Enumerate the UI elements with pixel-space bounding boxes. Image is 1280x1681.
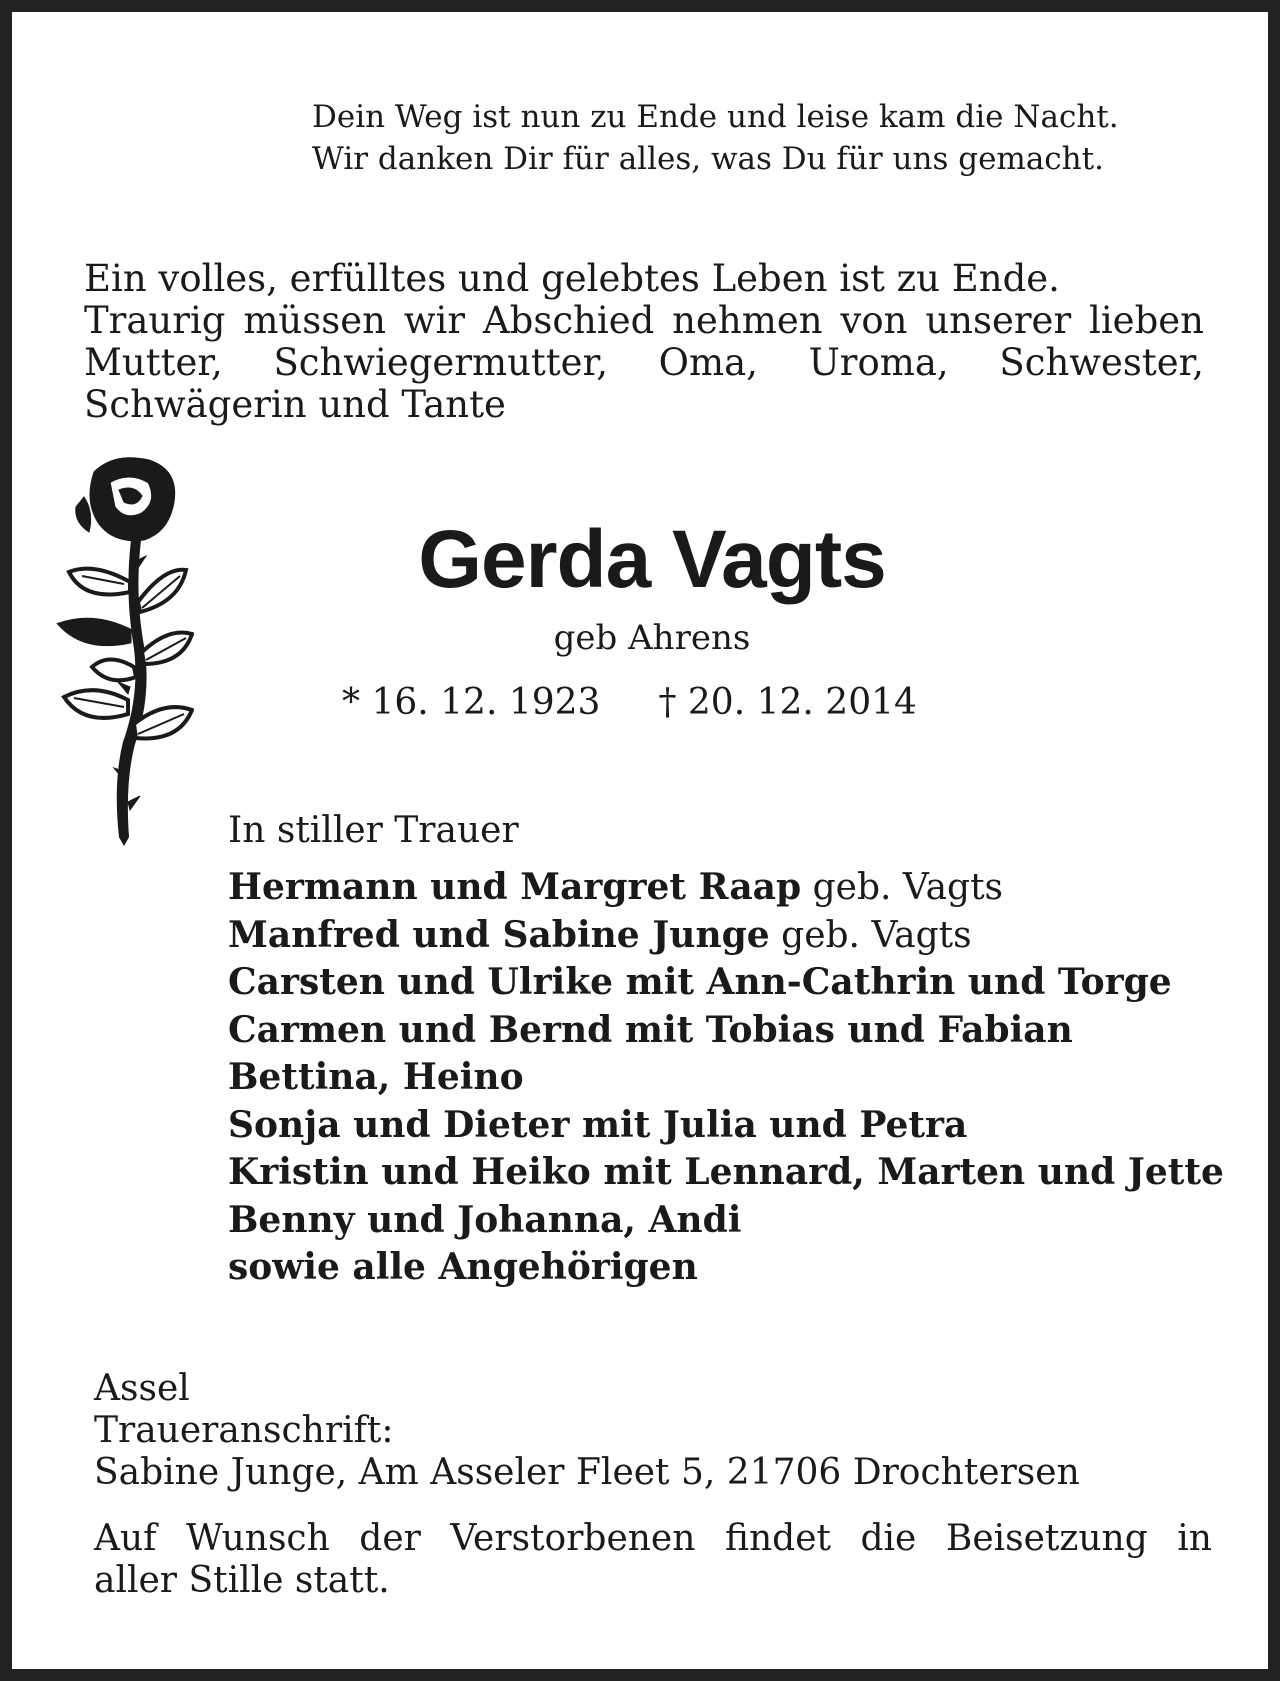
mourner-names: Benny und Johanna, Andi [228,1198,742,1241]
birth-date: * 16. 12. 1923 [342,682,601,723]
mourning-label: In stiller Trauer [228,810,519,851]
mourner-line [228,1244,1218,1292]
maiden-name: geb Ahrens [553,618,751,658]
poem-line: Wir danken Dir für alles, was Du für uns gemacht. [312,141,1104,177]
mourner-line [228,864,1218,912]
place-name: Assel [94,1368,190,1409]
memorial-poem [312,96,1212,180]
mourner-names: Carmen und Bernd mit Tobias und Fabian [228,1008,1073,1051]
mourner-suffix: geb. Vagts [801,867,1004,908]
address-label: Traueranschrift: [94,1410,394,1451]
intro-line: Schwägerin und Tante [84,383,506,426]
mourner-suffix: geb. Vagts [769,914,972,956]
intro-line: Traurig müssen wir Abschied nehmen von unserer lieben [84,299,1204,342]
mourner-names: Kristin und Heiko mit Lennard, Marten und Jette [228,1151,1224,1193]
intro-text [84,258,1204,426]
mourners-list [228,864,1224,1292]
poem-line: Dein Weg ist nun zu Ende und leise kam die Nacht. [312,99,1119,135]
intro-line: Mutter, Schwiegermutter, Oma, Uroma, Schwester, [84,341,1204,384]
closing-line: aller Stille statt. [94,1560,390,1601]
mourner-names: Manfred und Sabine Junge [228,913,770,956]
mourner-line [228,912,1218,960]
mourner-line [228,1149,1224,1197]
closing-line: Auf Wunsch der Verstorbenen findet die Beisetzung in [94,1518,1212,1559]
mourner-names: Bettina, Heino [228,1056,524,1098]
mourner-line [228,1197,1218,1245]
mourner-line [228,959,1218,1007]
closing-note [94,1518,1212,1602]
mourning-address [94,1368,1214,1494]
mourner-line [228,1102,1218,1150]
address-line: Sabine Junge, Am Asseler Fleet 5, 21706 Drochtersen [94,1452,1080,1493]
rose-icon [54,452,194,872]
intro-line: Ein volles, erfülltes und gelebtes Leben ist zu Ende. [84,257,1060,300]
mourner-line [228,1007,1218,1055]
deceased-name: Gerda Vagts [418,514,886,605]
life-dates [342,680,1042,726]
mourner-names: Sonja und Dieter mit Julia und Petra [228,1103,968,1146]
mourner-names: sowie alle Angehörigen [228,1246,698,1288]
mourner-names: Carsten und Ulrike mit Ann-Cathrin und Torge [228,961,1172,1003]
death-date: † 20. 12. 2014 [658,682,917,723]
mourner-line [228,1054,1218,1102]
mourner-names: Hermann und Margret Raap [228,866,802,908]
